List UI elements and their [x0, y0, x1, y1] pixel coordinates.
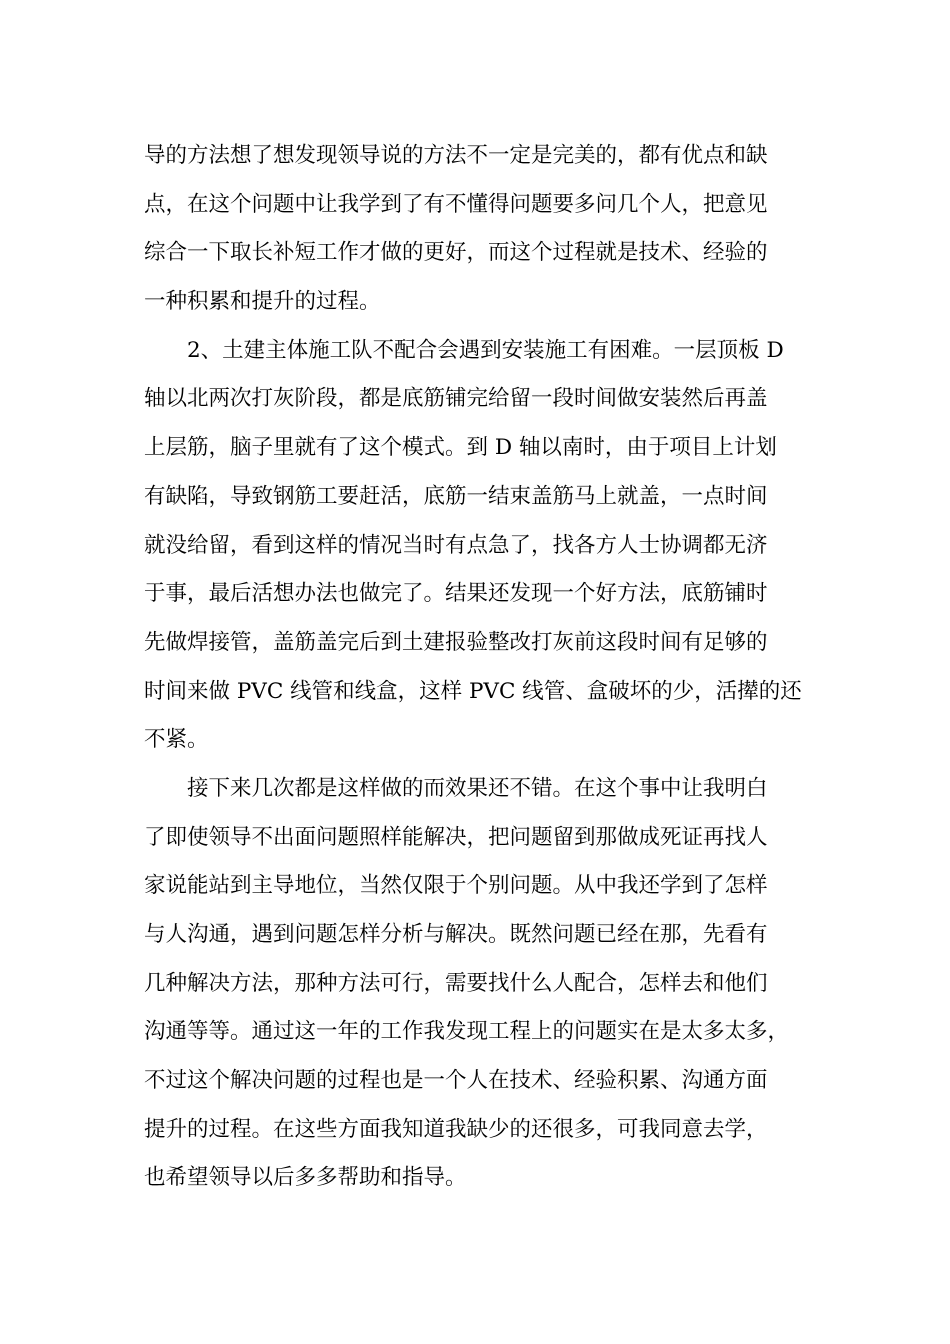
text-line: 先做焊接管，盖筋盖完后到土建报验整改打灰前这段时间有足够的	[144, 629, 768, 655]
text-line: 一种积累和提升的过程。	[144, 289, 381, 315]
text-line: 于事，最后活想办法也做完了。结果还发现一个好方法，底筋铺时	[144, 581, 768, 607]
text-line: 了即使领导不出面问题照样能解决，把问题留到那做成死证再找人	[144, 824, 768, 850]
document-body	[144, 132, 834, 1203]
text-line: 与人沟通，遇到问题怎样分析与解决。既然问题已经在那，先看有	[144, 922, 768, 947]
paragraph-start-line: 接下来几次都是这样做的而效果还不错。在这个事中让我明白	[187, 775, 768, 801]
text-line: 提升的过程。在这些方面我知道我缺少的还很多，可我同意去学，	[144, 1116, 768, 1142]
text-line: 时间来做 PVC 线管和线盒，这样 PVC 线管、盒破坏的少，活撵的还	[144, 678, 802, 704]
text-line: 家说能站到主导地位，当然仅限于个别问题。从中我还学到了怎样	[144, 873, 768, 899]
text-line: 沟通等等。通过这一年的工作我发现工程上的问题实在是太多太多，	[144, 1019, 790, 1045]
text-line: 也希望领导以后多多帮助和指导。	[144, 1165, 467, 1191]
text-line: 综合一下取长补短工作才做的更好，而这个过程就是技术、经验的	[144, 240, 768, 266]
text-line: 导的方法想了想发现领导说的方法不一定是完美的，都有优点和缺	[144, 143, 768, 168]
text-line: 就没给留，看到这样的情况当时有点急了，找各方人士协调都无济	[144, 532, 768, 558]
text-line: 几种解决方法，那种方法可行，需要找什么人配合，怎样去和他们	[144, 970, 768, 996]
text-line: 上层筋，脑子里就有了这个模式。到 D 轴以南时，由于项目上计划	[144, 435, 777, 461]
text-line: 有缺陷，导致钢筋工要赶活，底筋一结束盖筋马上就盖，一点时间	[144, 483, 768, 509]
text-line: 轴以北两次打灰阶段，都是底筋铺完给留一段时间做安装然后再盖	[144, 386, 768, 412]
text-line: 不紧。	[144, 727, 209, 753]
text-line: 不过这个解决问题的过程也是一个人在技术、经验积累、沟通方面	[144, 1068, 768, 1094]
paragraph-start-line: 2、土建主体施工队不配合会遇到安装施工有困难。一层顶板 D	[187, 337, 784, 363]
text-line: 点，在这个问题中让我学到了有不懂得问题要多问几个人，把意见	[144, 191, 768, 217]
